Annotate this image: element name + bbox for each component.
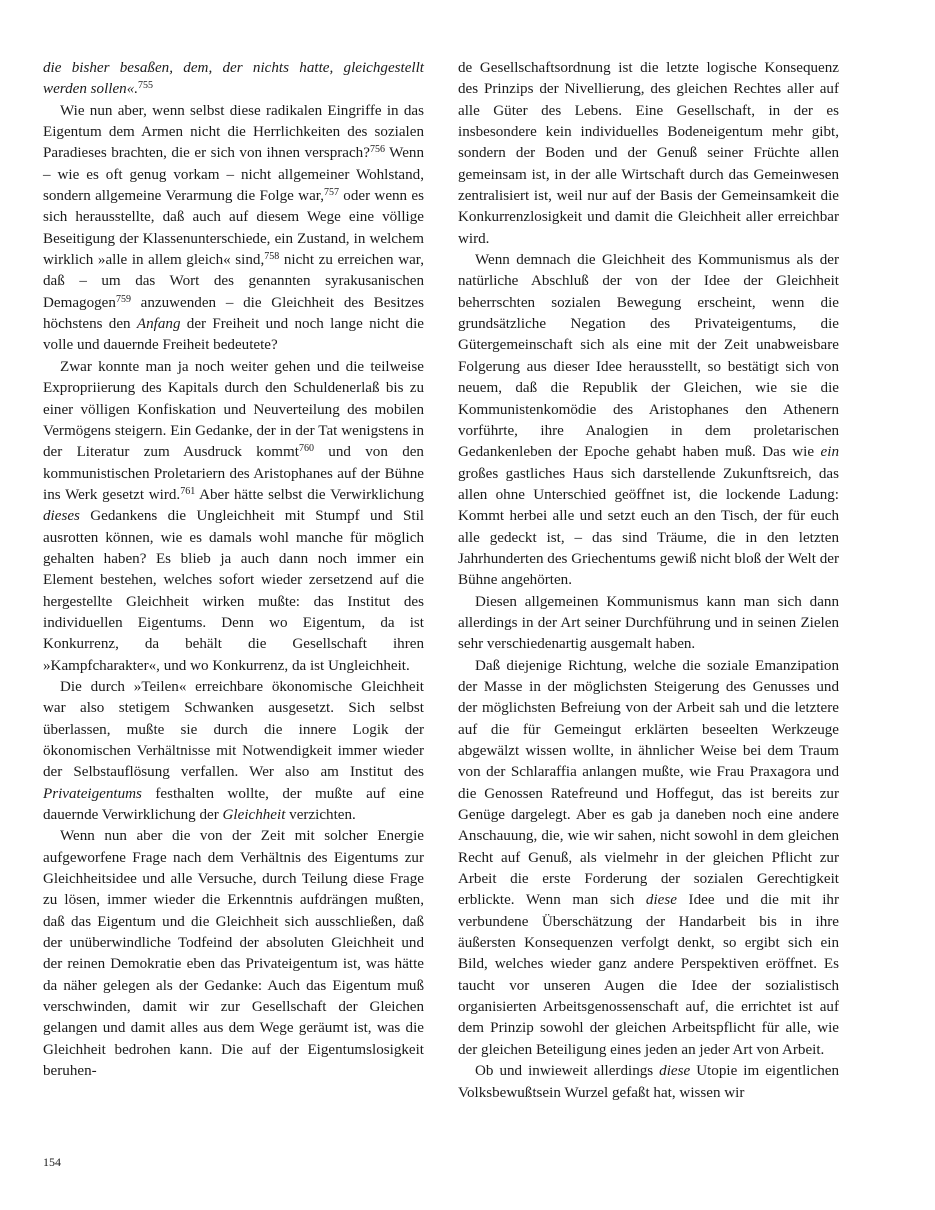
text-run: Idee und die mit ihr verbundene Überschätzung der Handarbeit bis in ihre äußersten Konsequenzen verfolgt denkt, so ergibt sich ein Bild, welches wieder ganz andere Perspektiven eröffnet. Es taucht vor unseren Augen die Idee der sozialistisch organisierten Arbeitsgenossenschaft auf, die errichtet ist auf dem Prinzip sowohl der gleichen Arbeitspflicht für alle, wie der gleichen Beteiligung eines jeden an jeder Art von Arbeit. [458, 892, 839, 1058]
text-run: de Gesellschaftsordnung ist die letzte logische Konsequenz des Prinzips der Nivellierung, des gleichen Rechtes aller auf alle Güter des Lebens. Eine Gesellschaft, in der es insbesondere kein individuelles Bodeneigentum mehr gibt, sondern der Boden und der Genuß seiner Früchte allen gemeinsam ist, in der alle Wirtschaft durch das Gemeinwesen zentralisiert ist, weil nur auf der Basis der Gemeinsamkeit die Konkurrenzlosigkeit und damit die Gleichheit aller erreichbar wird. [458, 60, 839, 247]
text-run: Ob und inwieweit allerdings [475, 1063, 660, 1080]
text-run: Gedankens die Ungleichheit mit Stumpf und Stil ausrotten können, wie es damals wohl manche für möglich gehalten haben? Es blieb ja auch dann noch immer ein Element bestehen, welches sofort wieder zersetzend auf die hergestellte Gleichheit wirken mußte: das Institut des individuellen Eigentums. Denn wo Eigentum, da ist Konkurrenz, da behält die Gesellschaft ihren »Kampfcharakter«, und wo Konkurrenz, da ist Ungleichheit. [43, 508, 424, 674]
footnote-marker: 761 [180, 485, 196, 497]
text-run: Wenn nun aber die von der Zeit mit solcher Energie aufgeworfene Frage nach dem Verhältnis des Eigentums zur Gleichheitsidee und alle Versuche, durch Teilung diese Frage zu lösen, immer wieder die Erkenntnis aufdrängen mußten, daß das Eigentum und die Gleichheit sich ausschließen, daß der unüberwindliche Todfeind der absoluten Gleichheit und der reinen Demokratie eben das Privateigentum ist, was hätte da näher gelegen als der Gedanke: Auch das Eigentum muß verschwinden, damit wir zur Gesellschaft der Gleichen gelangen und damit alles aus dem Wege geräumt ist, was die Gleichheit bedrohen kann. Die auf der Eigentumslosigkeit beruhen- [43, 828, 424, 1080]
text-run: nicht zu erreichen war, daß – um das Wort des genannten syrakusanischen Demagogen [43, 252, 424, 311]
text-run: verzichten. [285, 807, 356, 824]
footnote-marker: 758 [264, 251, 280, 263]
page-number: 154 [43, 1155, 61, 1169]
paragraph [458, 1061, 839, 1104]
text-run: der Freiheit und noch lange nicht die volle und dauernde Freiheit bedeutete? [43, 316, 424, 354]
left-column [43, 58, 424, 1083]
paragraph [43, 58, 424, 101]
footnote-marker: 757 [323, 187, 339, 199]
paragraph [458, 250, 839, 592]
text-run: Daß diejenige Richtung, welche die soziale Emanzipation der Masse in der möglichsten Steigerung des Genusses und der möglichsten Befreiung von der Arbeit sah und die letztere auf die für Gemeingut erklärten beseelten Werkzeuge abgewälzt wissen wollte, in ähnlicher Weise bei dem Traum von der Schlaraffia anlangen mußte, wie Frau Praxagora und die Genossen Ratefreund und Hoffegut, das ist bereits zur Genüge dargelegt. Aber es gab ja daneben noch eine andere Anschauung, die, wie wir sahen, nicht sowohl in dem gleichen Recht auf Genuß, als vielmehr in der gleichen Pflicht zur Arbeit die erste Forderung der sozialen Gerechtigkeit erblickte. Wenn man sich [458, 657, 839, 909]
paragraph [43, 826, 424, 1082]
paragraph [458, 592, 839, 656]
paragraph [43, 101, 424, 357]
right-column [458, 58, 839, 1104]
emphasis-text: dieses [43, 508, 80, 525]
emphasis-text: diese [645, 892, 677, 909]
text-run: Wenn demnach die Gleichheit des Kommunismus als der natürliche Abschluß der von der Idee der Gleichheit beherrschten sozialen Bewegung erscheint, wenn die grundsätzliche Negation des Privateigentums, die Gütergemeinschaft sich als eine mit der Zeit unabweisbare Folgerung aus dieser Idee herausstellt, so bestätigt sich von neuem, daß die Republik der Gleichen, wie sie die Kommunistenkomödie des Aristophanes den Athenern vorführte, ihre Analogien in dem proletarischen Gedankenleben der Epoche gehabt haben muß. Das wie [458, 252, 839, 461]
text-run: Zwar konnte man ja noch weiter gehen und die teilweise Expropriierung des Kapitals durch den Schuldenerlaß bis zu einer völligen Konfiskation und Neuverteilung des mobilen Vermögens steigern. Ein Gedanke, der in der Tat wenigstens in der Literatur zum Ausdruck kommt [43, 358, 424, 461]
emphasis-text: ein [820, 444, 839, 461]
emphasis-text: Gleichheit [222, 807, 286, 824]
emphasis-text: Anfang [136, 316, 181, 333]
emphasis-text: Privateigentums [43, 785, 142, 802]
text-run: Utopie im eigentlichen Volksbewußtsein Wurzel gefaßt hat, wissen wir [458, 1063, 839, 1101]
paragraph [458, 656, 839, 1062]
paragraph [43, 357, 424, 677]
text-run: Diesen allgemeinen Kommunismus kann man sich dann allerdings in der Art seiner Durchführung und in seinen Zielen sehr verschiedenartig ausgemalt haben. [458, 593, 839, 653]
footnote-marker: 756 [369, 144, 385, 156]
text-run: Aber hätte selbst die Verwirklichung [195, 486, 424, 503]
text-run: und von den kommunistischen Proletariern des Aristophanes auf der Bühne ins Werk gesetzt wird. [43, 444, 424, 503]
text-run: Die durch »Teilen« erreichbare ökonomische Gleichheit war also stetigem Schwanken ausgesetzt. Sich selbst überlassen, mußte sie durch die innere Logik der ökonomischen Verhältnisse mit Notwendigkeit immer wieder der Selbstauflösung verfallen. Wer also am Institut des [43, 678, 424, 781]
paragraph [458, 58, 839, 250]
footnote-marker: 760 [298, 443, 314, 455]
footnote-marker: 759 [115, 293, 131, 305]
text-run: anzuwenden – die Gleichheit des Besitzes höchstens den [43, 294, 424, 333]
text-run: Wenn – wie es oft genug vorkam – nicht allgemeiner Wohlstand, sondern allgemeine Verarmung die Folge war, [43, 145, 424, 205]
emphasis-text: diese [659, 1063, 691, 1080]
footnote-marker: 755 [138, 80, 154, 92]
text-run: oder wenn es sich herausstellte, daß auch auf diesem Wege eine völlige Beseitigung der Klassenunterschiede, ein Zustand, in welchem wirklich »alle in allem gleich« sind, [43, 188, 424, 269]
paragraph [43, 677, 424, 826]
text-run: Wie nun aber, wenn selbst diese radikalen Eingriffe in das Eigentum dem Armen nicht die Herrlichkeiten des sozialen Paradieses brachten, die er sich von ihnen versprach? [43, 102, 424, 162]
emphasis-text: die bisher besaßen, dem, der nichts hatte, gleichgestellt werden sollen«. [43, 60, 424, 98]
text-run: festhalten wollte, der mußte auf eine dauernde Verwirklichung der [43, 785, 424, 824]
text-run: großes gastliches Haus sich darstellende Zukunftsreich, das allen ohne Unterschied geöffnet ist, die lockende Ladung: Kommt herbei alle und setzt euch an den Tisch, der für euch alle gedeckt ist, – das sind Träume, die in den letzten Jahrhunderten des Griechentums gewiß nicht bloß der Welt der Bühne angehörten. [458, 465, 839, 589]
